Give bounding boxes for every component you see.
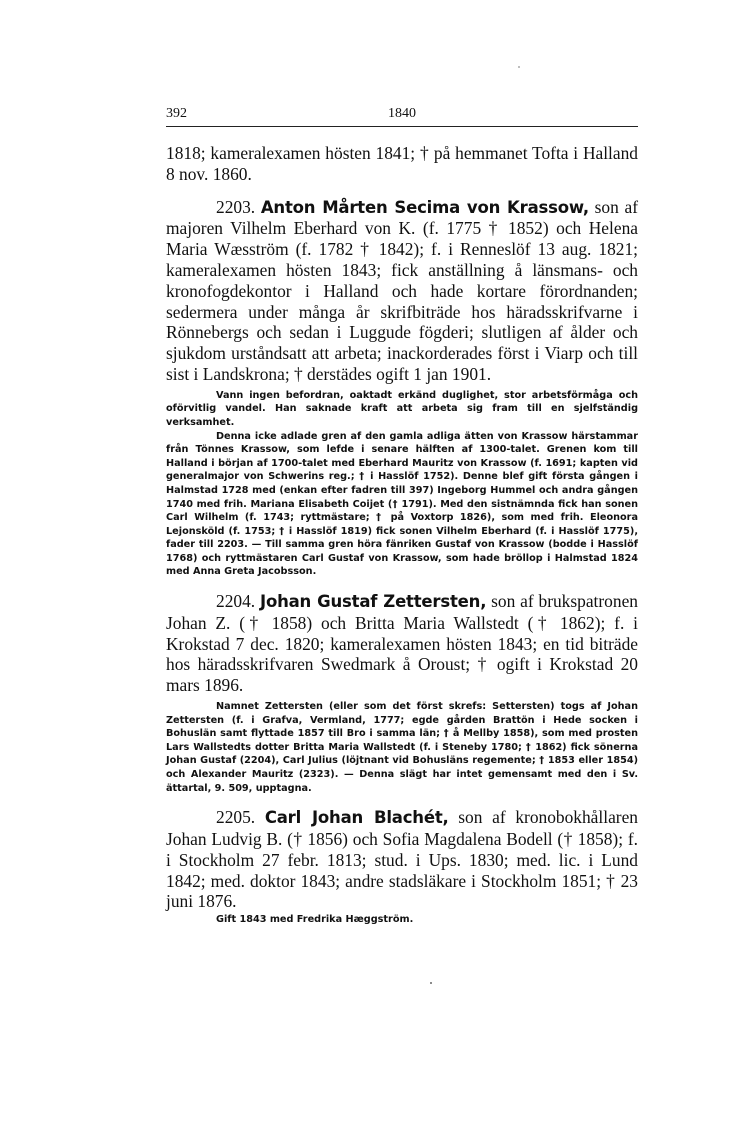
running-header: [166, 104, 638, 127]
entry-2204: [166, 591, 638, 696]
entry-2205-marriage-note: Gift 1843 med Fredrika Hæggström.: [216, 914, 414, 926]
note-paragraph: Denna icke adlade gren af den gamla adliga ätten von Krassow härstammar från Tönnes Krassow, som lefde i senare hälften af 1300-talet. Grenen kom till Halland i början af 1700-talet med Eberhard Mauritz von Krassow (f. 1691; kapten vid generalmajor von Schwerins reg.; † i Hasslöf 1752). Denne blef gift första gången i Halmstad 1728 med (enkan efter fadren till 397) Ingeborg Hummel och andra gången 1740 med frih. Mariana Elisabeth Coijet († 1791). Med den sistnämnda fick han sonen Carl Wilhelm (f. 1743; ryttmästare; † på Voxtorp 1826), som med frih. Eleonora Lejonsköld (f. 1753; † i Hasslöf 1819) fick sonen Vilhelm Eberhard (f. i Hasslöf 1775), fader till 2203. — Till samma gren höra fänriken Gustaf von Krassow (bodde i Hasslöf 1768) och ryttmästaren Carl Gustaf von Krassow, som hade bröllop i Halmstad 1824 med Anna Greta Jacobsson.: [166, 430, 638, 578]
entry-name: Johan Gustaf Zettersten,: [260, 592, 487, 612]
entry-name: Anton Mårten Secima von Krassow,: [260, 197, 589, 217]
page: [166, 104, 638, 925]
continuation-paragraph: 1818; kameralexamen hösten 1841; † på hemmanet Tofta i Halland 8 nov. 1860.: [166, 143, 638, 184]
entry-2203-notes: [166, 389, 638, 579]
entry-text: son af majoren Vilhelm Eberhard von K. (f. 1775 † 1852) och Helena Maria Wæsström (f. 1782 † 1842); f. i Renneslöf 13 aug. 1821; kameralexamen hösten 1843; fick anställning å länsmans- och kronofogdekontor i Halland och hade kortare förordnanden; sedermera under många år skrifbiträde hos häradsskrifvarne i Rönnebergs och sedan i Luggude fögderi; slutligen af ålder och sjukdom urståndsatt att arbeta; inackorderades först i Viarp och till sist i Landskrona; † derstädes ogift 1 jan 1901.: [166, 196, 638, 384]
note-paragraph: Vann ingen befordran, oaktadt erkänd duglighet, stor arbetsförmåga och oförvitlig vandel. Han saknade kraft att arbeta sig fram till en sjelfständig verksamhet.: [166, 389, 638, 428]
entry-text: son af brukspatronen Johan Z. († 1858) och Britta Maria Wallstedt († 1862); f. i Krokstad 7 dec. 1820; kameralexamen hösten 1843; en tid biträde hos häradsskrifvaren Swedmark å Oroust; † ogift i Krokstad 20 mars 1896.: [166, 591, 638, 696]
page-number: 392: [166, 106, 187, 121]
speck: [430, 982, 432, 984]
note-paragraph: Namnet Zettersten (eller som det först skrefs: Settersten) togs af Johan Zettersten (f. i Grafva, Vermland, 1777; egde gården Brattön i Hede socken i Bohuslän samt flyttade 1857 till Bro i samma län; † å Mellby 1858), som med prosten Lars Wallstedts dotter Britta Maria Wallstedt (f. i Steneby 1780; † 1862) fick sönerna Johan Gustaf (2204), Carl Julius (löjtnant vid Bohusläns regemente; † 1853 eller 1854) och Alexander Mauritz (2323). — Denna slägt har intet gemensamt med den i Sv. ättartal, 9. 509, upptagna.: [166, 701, 638, 794]
header-year: 1840: [388, 106, 416, 121]
entry-2204-notes: [166, 700, 638, 795]
entry-2203: [166, 197, 638, 385]
entry-number: 2203.: [216, 196, 256, 217]
entry-text: son af kronobokhållaren Johan Ludvig B. († 1856) och Sofia Magdalena Bodell († 1858); f. i Stockholm 27 febr. 1813; stud. i Ups. 1830; med. lic. i Lund 1842; med. doktor 1843; andre stadsläkare i Stockholm 1851; † 23 juni 1876.: [166, 807, 638, 912]
speck: [518, 66, 520, 68]
entry-2205: [166, 807, 638, 912]
entry-name: Carl Johan Blachét,: [264, 808, 449, 828]
entry-number: 2204.: [216, 591, 256, 612]
entry-number: 2205.: [216, 807, 256, 828]
